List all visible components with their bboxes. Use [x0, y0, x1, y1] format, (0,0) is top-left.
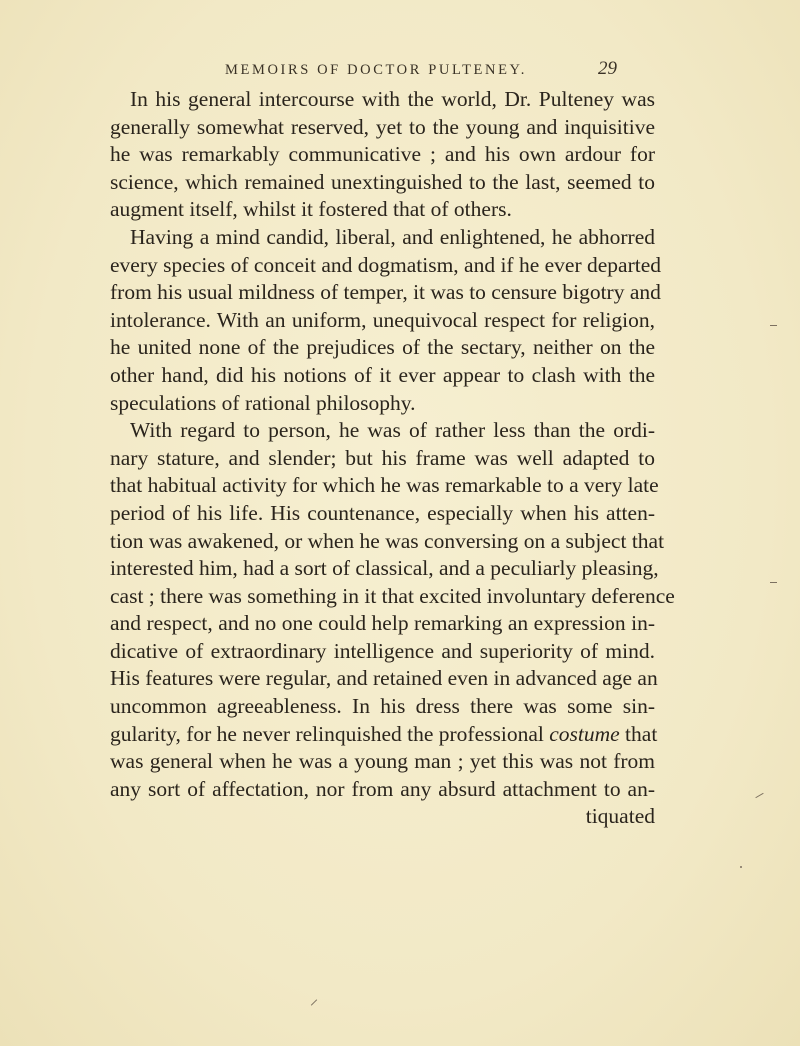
text-line: nary stature, and slender; but his frame was well adapted to: [110, 445, 655, 470]
text-line: was general when he was a young man ; yet this was not from: [110, 749, 655, 774]
catchword: tiquated: [585, 804, 655, 829]
body-text: [110, 86, 675, 831]
margin-mark: [770, 325, 777, 326]
text-line: every species of conceit and dogmatism, and if he ever departed: [110, 252, 662, 277]
text-run: that: [625, 721, 658, 746]
text-line: generally somewhat reserved, yet to the young and inquisitive: [110, 114, 655, 139]
text-line: cast ; there was something in it that excited involuntary deference: [110, 583, 675, 608]
margin-mark: [311, 999, 317, 1005]
text-line: Having a mind candid, liberal, and enlightened, he abhorred: [130, 224, 655, 249]
text-line: period of his life. His countenance, especially when his atten-: [110, 500, 655, 525]
text-run: gularity, for he never relinquished the professional: [110, 721, 544, 746]
text-line: he was remarkably communicative ; and his own ardour for: [110, 142, 655, 167]
text-line: dicative of extraordinary intelligence and superiority of mind.: [110, 638, 655, 663]
text-line: he united none of the prejudices of the sectary, neither on the: [110, 335, 655, 360]
text-line: uncommon agreeableness. In his dress there was some sin-: [110, 694, 655, 719]
margin-mark: [740, 866, 742, 868]
margin-mark: [755, 793, 763, 798]
margin-mark: [770, 582, 777, 583]
text-line-with-italic: [110, 721, 658, 749]
text-line: His features were regular, and retained even in advanced age an: [110, 666, 658, 691]
text-line: other hand, did his notions of it ever appear to clash with the: [110, 362, 655, 387]
page-number: 29: [598, 58, 617, 79]
text-line: that habitual activity for which he was remarkable to a very late: [110, 473, 659, 498]
text-line: augment itself, whilst it fostered that of others.: [110, 197, 512, 222]
text-line: any sort of affectation, nor from any absurd attachment to an-: [110, 776, 655, 801]
text-line: In his general intercourse with the world, Dr. Pulteney was: [130, 87, 655, 111]
text-line: science, which remained unextinguished to the last, seemed to: [110, 169, 655, 194]
text-line: speculations of rational philosophy.: [110, 390, 416, 415]
running-head: MEMOIRS OF DOCTOR PULTENEY.: [225, 62, 527, 78]
text-line: from his usual mildness of temper, it was to censure bigotry and: [110, 280, 661, 305]
text-line: tion was awakened, or when he was conversing on a subject that: [110, 528, 665, 553]
text-line: With regard to person, he was of rather less than the ordi-: [130, 418, 655, 443]
text-line: intolerance. With an uniform, unequivocal respect for religion,: [110, 307, 655, 332]
text-line: interested him, had a sort of classical, and a peculiarly pleasing,: [110, 556, 659, 581]
text-line: and respect, and no one could help remarking an expression in-: [110, 611, 655, 636]
italic-word: costume: [549, 721, 620, 746]
